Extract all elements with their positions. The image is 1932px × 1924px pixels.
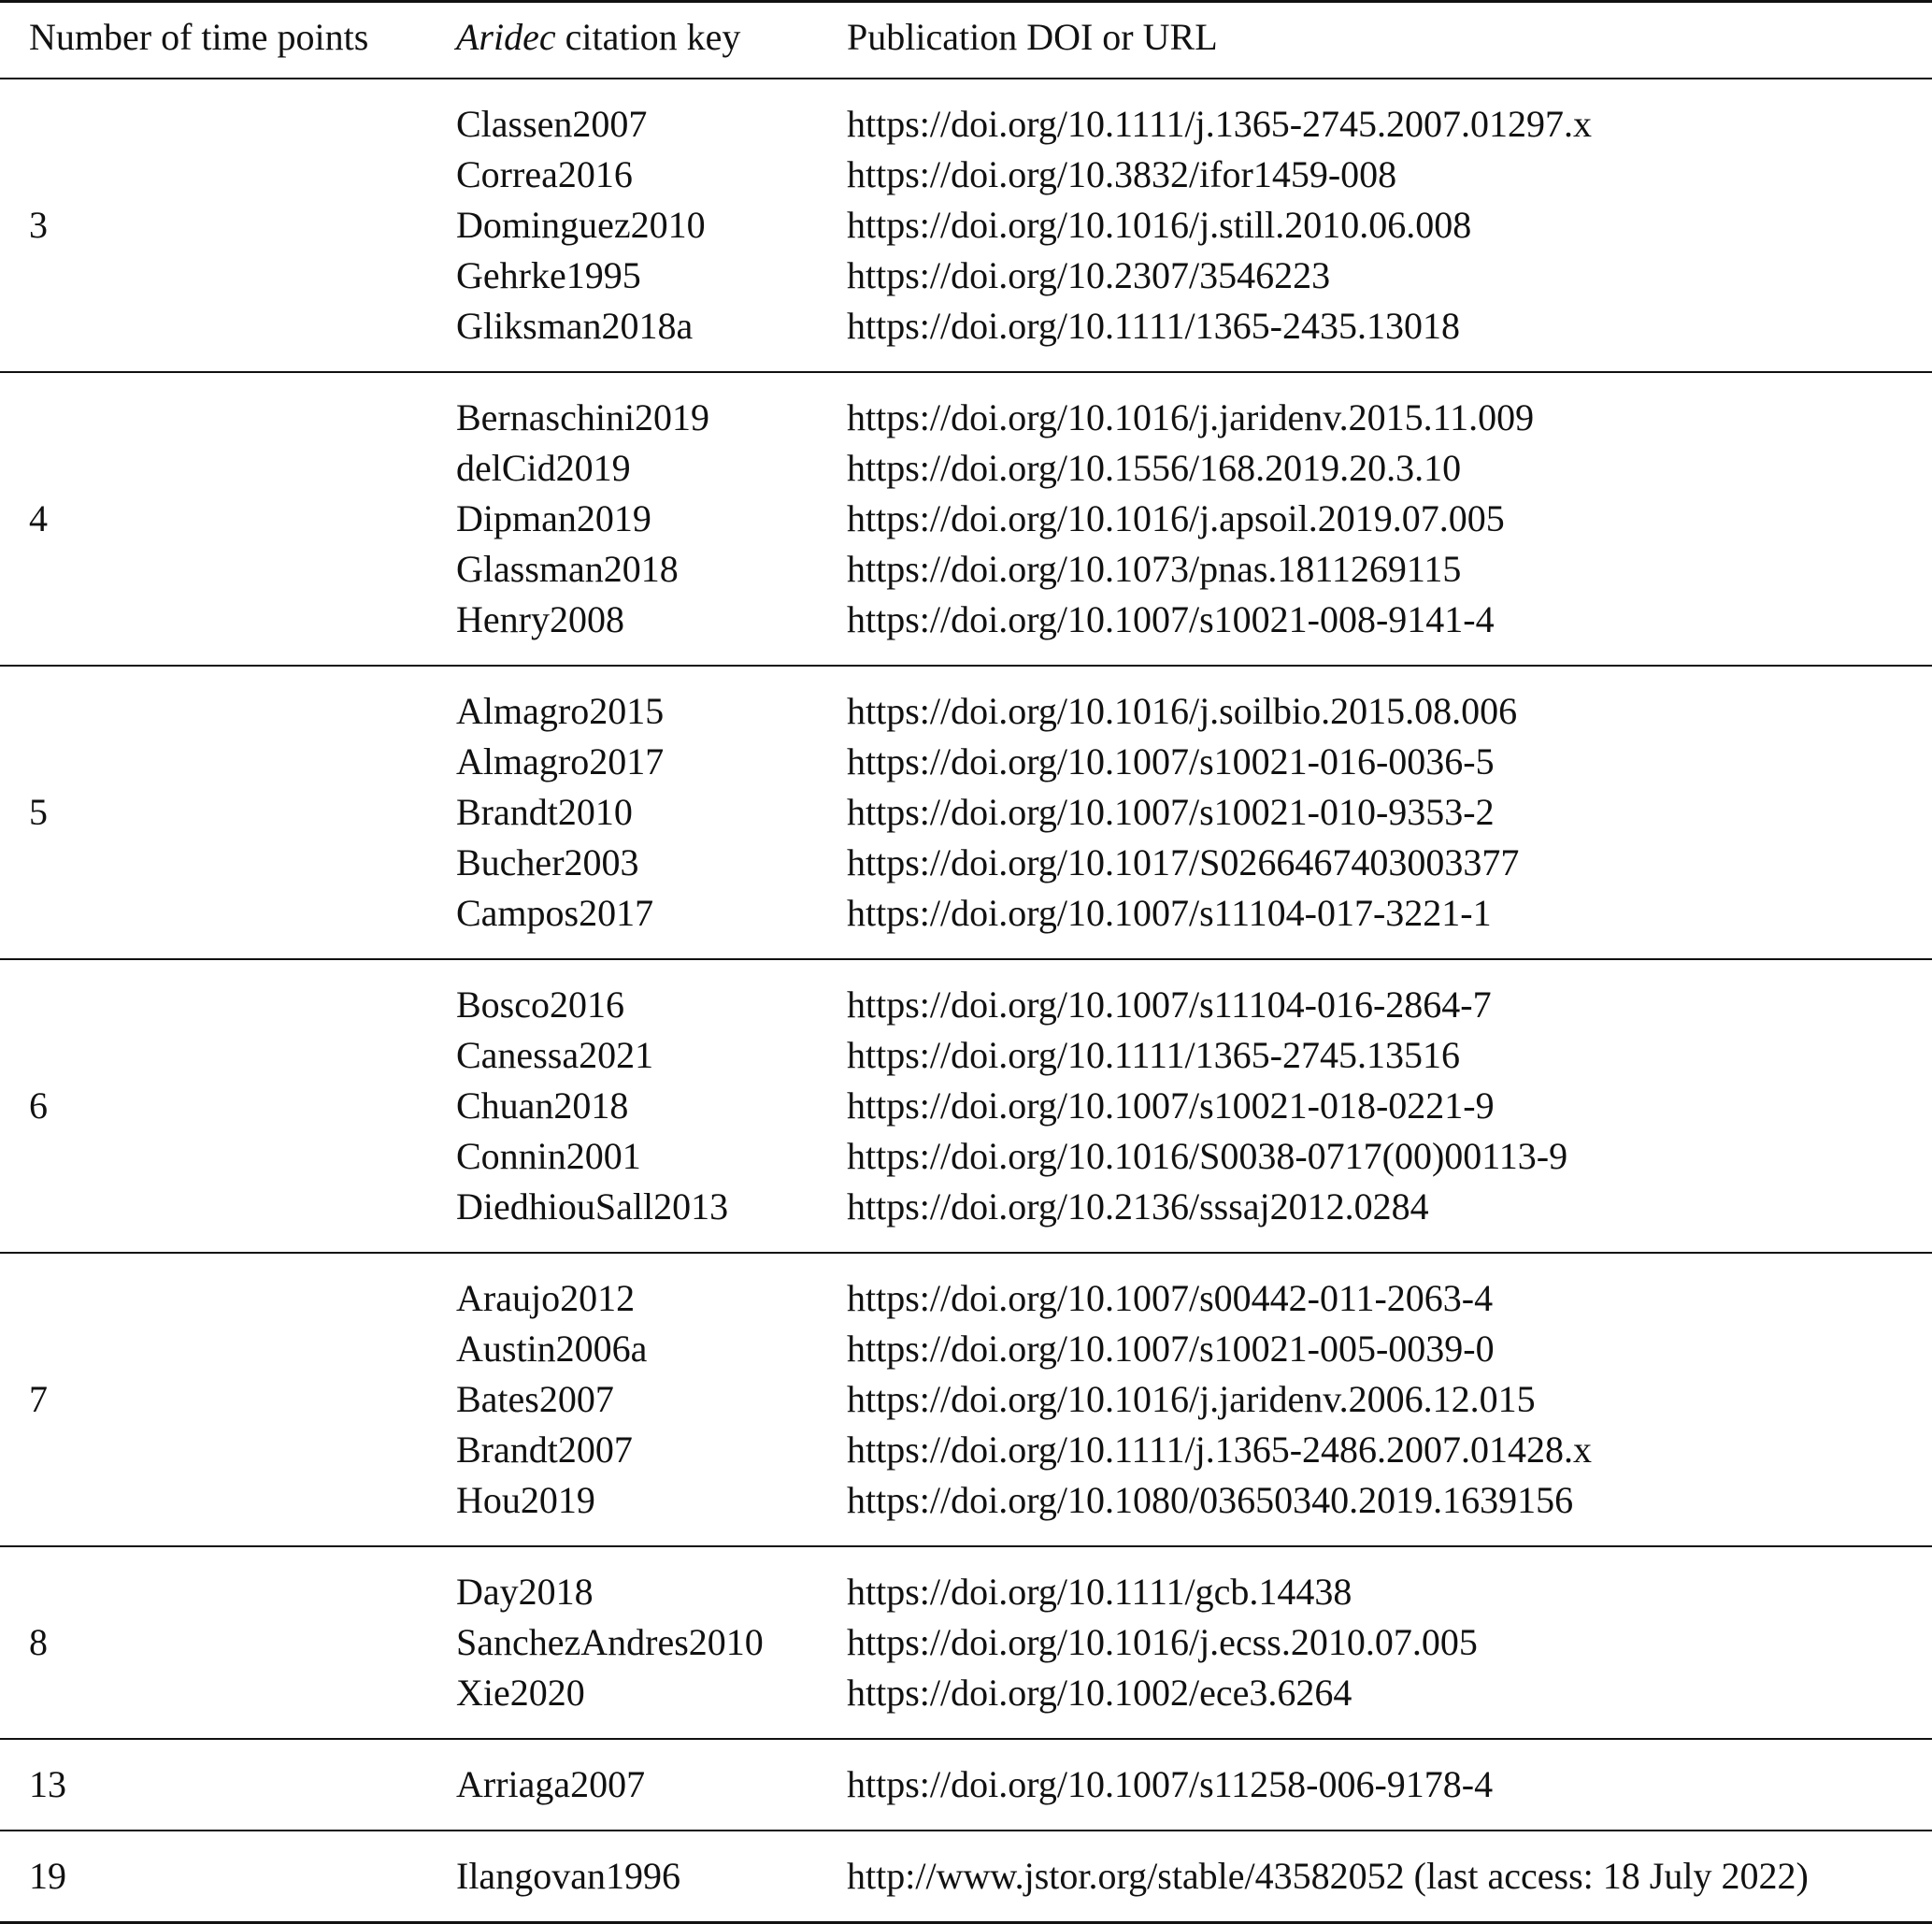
citation-key: Classen2007 — [456, 103, 648, 145]
group-13-time-points — [0, 1738, 1932, 1830]
citation-key: Ilangovan1996 — [456, 1855, 680, 1897]
citation-key: Brandt2007 — [456, 1429, 633, 1471]
header-publication-url: Publication DOI or URL — [847, 16, 1218, 58]
citation-key-list — [456, 1851, 680, 1902]
time-points-value: 19 — [29, 1855, 66, 1897]
group-8-time-points — [0, 1545, 1932, 1738]
citation-key-list — [456, 1273, 647, 1526]
citation-key: Connin2001 — [456, 1135, 641, 1177]
citation-key-list — [456, 1567, 764, 1718]
time-points-value: 3 — [29, 204, 48, 246]
citation-key: Correa2016 — [456, 153, 633, 195]
publication-url: https://doi.org/10.1007/s10021-005-0039-0 — [847, 1328, 1495, 1370]
time-points-value: 6 — [29, 1084, 48, 1127]
citation-key-list — [456, 99, 706, 352]
publication-url: https://doi.org/10.1007/s11104-016-2864-7 — [847, 984, 1492, 1026]
group-7-time-points — [0, 1252, 1932, 1545]
publication-url: https://doi.org/10.1111/j.1365-2486.2007.01428.x — [847, 1429, 1593, 1471]
table-header-row — [0, 0, 1932, 79]
publication-url: https://doi.org/10.1007/s10021-018-0221-9 — [847, 1084, 1495, 1127]
citation-key: Arriaga2007 — [456, 1763, 646, 1805]
citation-key-list — [456, 393, 709, 645]
publication-url: https://doi.org/10.1007/s10021-010-9353-2 — [847, 791, 1495, 833]
citation-key: DiedhiouSall2013 — [456, 1185, 729, 1228]
publication-url: https://doi.org/10.1007/s10021-016-0036-5 — [847, 740, 1495, 783]
publication-url-list — [847, 1759, 1493, 1810]
citation-key: Day2018 — [456, 1571, 594, 1613]
citation-key: Glassman2018 — [456, 548, 679, 590]
publication-url: https://doi.org/10.1016/S0038-0717(00)00113-9 — [847, 1135, 1568, 1177]
publication-url-list — [847, 393, 1534, 645]
publication-url: https://doi.org/10.1016/j.soilbio.2015.08.006 — [847, 690, 1518, 732]
group-6-time-points — [0, 958, 1932, 1252]
time-points-value: 8 — [29, 1621, 48, 1663]
time-points-value: 7 — [29, 1378, 48, 1420]
publication-url: https://doi.org/10.1080/03650340.2019.1639156 — [847, 1479, 1574, 1521]
publication-url: https://doi.org/10.1111/j.1365-2745.2007.01297.x — [847, 103, 1593, 145]
publication-url: https://doi.org/10.1002/ece3.6264 — [847, 1672, 1352, 1714]
time-points-value: 13 — [29, 1763, 66, 1805]
citation-key: Dipman2019 — [456, 497, 651, 539]
publication-url: https://doi.org/10.1111/1365-2435.13018 — [847, 305, 1460, 347]
citation-key: Austin2006a — [456, 1328, 648, 1370]
citation-key: Campos2017 — [456, 892, 654, 934]
publication-url: https://doi.org/10.1007/s10021-008-9141-4 — [847, 598, 1495, 640]
publication-url: https://doi.org/10.1556/168.2019.20.3.10 — [847, 447, 1462, 489]
publication-url: https://doi.org/10.3832/ifor1459-008 — [847, 153, 1397, 195]
publication-url: https://doi.org/10.1007/s11258-006-9178-4 — [847, 1763, 1494, 1805]
citation-key: Bosco2016 — [456, 984, 624, 1026]
group-5-time-points — [0, 665, 1932, 958]
publication-url: https://doi.org/10.1016/j.jaridenv.2006.12.015 — [847, 1378, 1536, 1420]
publication-url: https://doi.org/10.1016/j.ecss.2010.07.005 — [847, 1621, 1478, 1663]
citation-key: Gliksman2018a — [456, 305, 694, 347]
citation-key: Henry2008 — [456, 598, 624, 640]
publication-url: https://doi.org/10.1017/S0266467403003377 — [847, 841, 1520, 883]
citation-key: Araujo2012 — [456, 1277, 636, 1319]
group-4-time-points — [0, 371, 1932, 665]
citation-key: SanchezAndres2010 — [456, 1621, 764, 1663]
publication-url: https://doi.org/10.1007/s11104-017-3221-1 — [847, 892, 1492, 934]
publication-url: https://doi.org/10.1016/j.jaridenv.2015.11.009 — [847, 396, 1535, 438]
citation-key: Dominguez2010 — [456, 204, 706, 246]
publication-url-list — [847, 99, 1592, 352]
time-points-value: 4 — [29, 497, 48, 539]
publication-url-list — [847, 686, 1519, 939]
publication-url-list — [847, 980, 1567, 1232]
publication-url: https://doi.org/10.2136/sssaj2012.0284 — [847, 1185, 1429, 1228]
citation-key-list — [456, 1759, 645, 1810]
citation-key: Hou2019 — [456, 1479, 595, 1521]
time-points-value: 5 — [29, 791, 48, 833]
citation-key: Almagro2015 — [456, 690, 665, 732]
citation-key: Canessa2021 — [456, 1034, 654, 1076]
publication-url: http://www.jstor.org/stable/43582052 (last access: 18 July 2022) — [847, 1855, 1809, 1897]
publication-url: https://doi.org/10.1016/j.still.2010.06.008 — [847, 204, 1472, 246]
header-aridec-italic: Aridec — [456, 16, 556, 58]
publication-url: https://doi.org/10.1111/gcb.14438 — [847, 1571, 1352, 1613]
citation-key: delCid2019 — [456, 447, 631, 489]
citation-key-list — [456, 980, 728, 1232]
header-citation-key — [456, 12, 740, 63]
citation-key: Xie2020 — [456, 1672, 585, 1714]
citation-key: Bucher2003 — [456, 841, 639, 883]
publication-url-list — [847, 1273, 1592, 1526]
publication-url: https://doi.org/10.1016/j.apsoil.2019.07.005 — [847, 497, 1505, 539]
citation-key: Bernaschini2019 — [456, 396, 710, 438]
citation-key: Chuan2018 — [456, 1084, 629, 1127]
publication-url: https://doi.org/10.1007/s00442-011-2063-4 — [847, 1277, 1494, 1319]
header-citation-key-rest: citation key — [555, 16, 741, 58]
citation-key: Bates2007 — [456, 1378, 614, 1420]
citation-key-list — [456, 686, 664, 939]
citation-key: Gehrke1995 — [456, 254, 641, 296]
publication-url-list — [847, 1851, 1809, 1902]
citation-key: Brandt2010 — [456, 791, 633, 833]
publication-url: https://doi.org/10.1073/pnas.1811269115 — [847, 548, 1462, 590]
group-3-time-points — [0, 78, 1932, 371]
publication-url: https://doi.org/10.1111/1365-2745.13516 — [847, 1034, 1460, 1076]
header-time-points: Number of time points — [29, 16, 369, 58]
publication-url-list — [847, 1567, 1478, 1718]
publication-url: https://doi.org/10.2307/3546223 — [847, 254, 1331, 296]
citation-key: Almagro2017 — [456, 740, 665, 783]
group-19-time-points — [0, 1830, 1932, 1921]
